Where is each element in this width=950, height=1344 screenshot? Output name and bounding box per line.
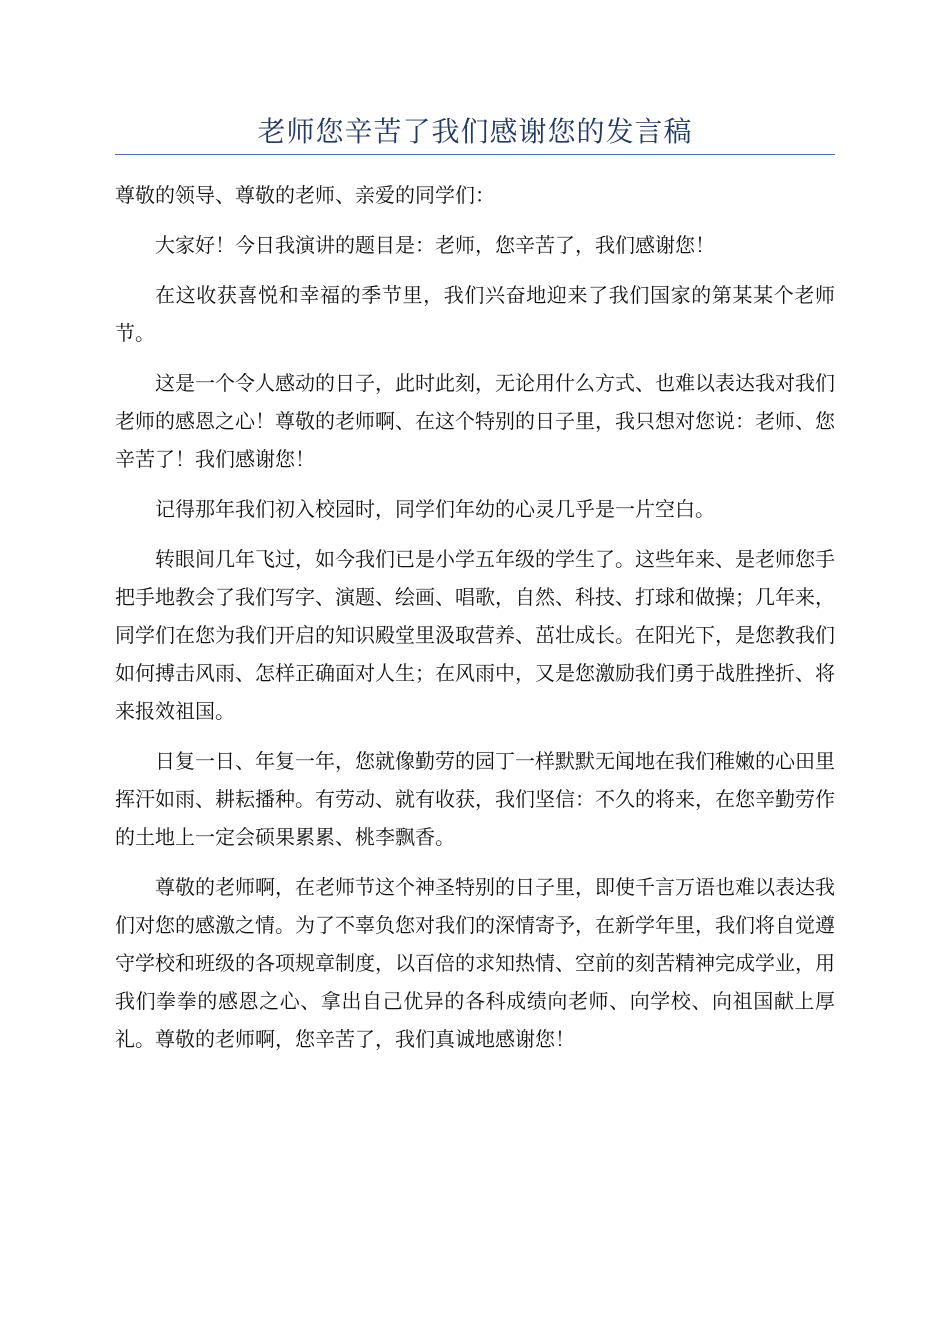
paragraph-closing: 尊敬的老师啊，在老师节这个神圣特别的日子里，即使千言万语也难以表达我们对您的感激之情。为了不辜负您对我们的深情寄予，在新学年里，我们将自觉遵守学校和班级的各项规章制度，以百倍的求知热情、空前的刻苦精神完成学业，用我们拳拳的感恩之心、拿出自己优异的各科成绩向老师、向学校、向祖国献上厚礼。尊敬的老师啊，您辛苦了，我们真诚地感谢您！ [115, 875, 835, 1051]
document-title: 老师您辛苦了我们感谢您的发言稿 [257, 115, 693, 148]
document-body [115, 176, 835, 1070]
salutation: 尊敬的领导、尊敬的老师、亲爱的同学们： [115, 183, 495, 207]
paragraph-gratitude: 这是一个令人感动的日子，此时此刻，无论用什么方式、也难以表达我对我们老师的感恩之心！尊敬的老师啊、在这个特别的日子里，我只想对您说：老师、您辛苦了！我们感谢您！ [115, 371, 835, 471]
title-underline [115, 154, 835, 155]
paragraph-season: 在这收获喜悦和幸福的季节里，我们兴奋地迎来了我们国家的第某某个老师节。 [115, 283, 835, 345]
paragraph-memory: 记得那年我们初入校园时，同学们年幼的心灵几乎是一片空白。 [155, 497, 715, 521]
paragraph-greeting: 大家好！今日我演讲的题目是：老师，您辛苦了，我们感谢您！ [155, 233, 715, 257]
paragraph-gardener: 日复一日、年复一年，您就像勤劳的园丁一样默默无闻地在我们稚嫩的心田里挥汗如雨、耕耘播种。有劳动、就有收获，我们坚信：不久的将来，在您辛勤劳作的土地上一定会硕果累累、桃李飘香。 [115, 749, 835, 849]
paragraph-growth: 转眼间几年飞过，如今我们已是小学五年级的学生了。这些年来、是老师您手把手地教会了我们写字、演题、绘画、唱歌，自然、科技、打球和做操；几年来，同学们在您为我们开启的知识殿堂里汲取营养、茁壮成长。在阳光下，是您教我们如何搏击风雨、怎样正确面对人生；在风雨中，又是您激励我们勇于战胜挫折、将来报效祖国。 [115, 547, 835, 723]
